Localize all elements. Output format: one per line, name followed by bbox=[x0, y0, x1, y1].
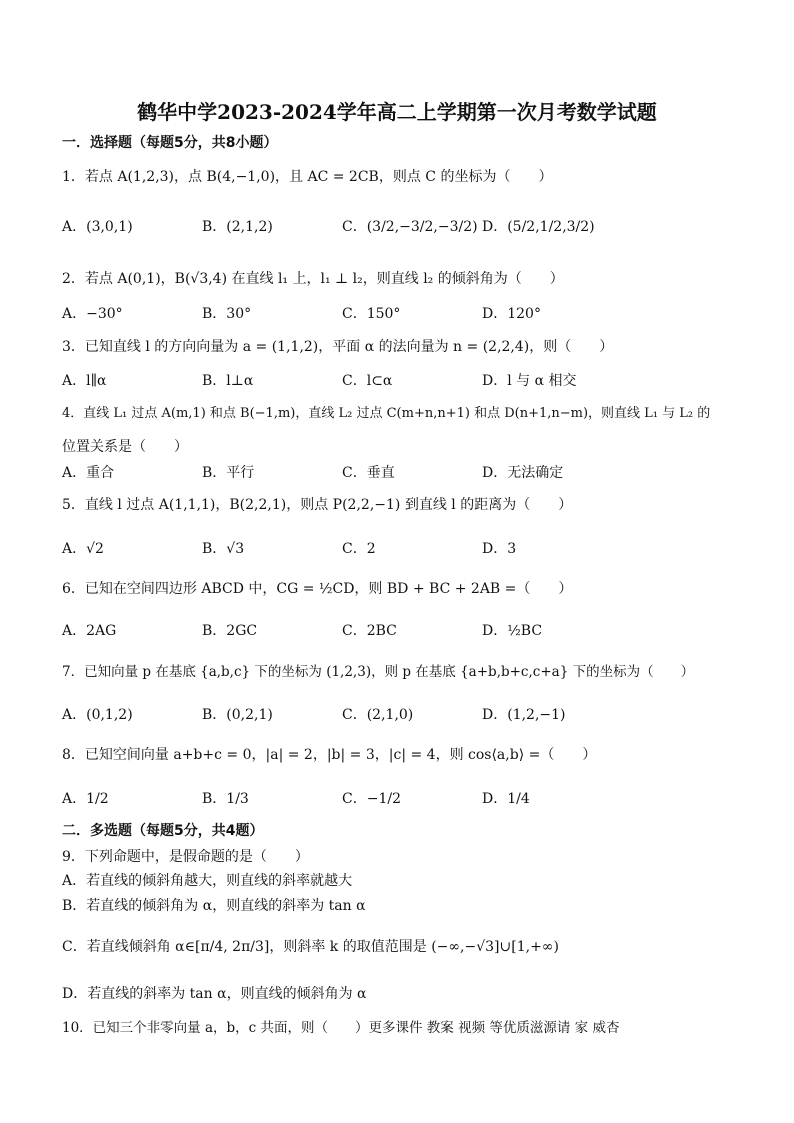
option-c: C．l⊂α bbox=[342, 373, 393, 389]
option-a: A．2AG bbox=[62, 623, 117, 639]
option-b: B．平行 bbox=[202, 465, 255, 481]
option-a: A．1/2 bbox=[62, 791, 109, 807]
option-a: A．(0,1,2) bbox=[62, 707, 133, 723]
question-9-option-b: B．若直线的倾斜角为 α，则直线的斜率为 tan α bbox=[62, 898, 366, 914]
option-c: C．2BC bbox=[342, 623, 397, 639]
question-9-stem: 9．下列命题中，是假命题的是（ ） bbox=[62, 849, 309, 865]
question-10-stem: 10．已知三个非零向量 a，b，c 共面，则（ ）更多课件 教案 视频 等优质滋源请 家 威杏 bbox=[62, 1020, 620, 1036]
question-2-stem: 2．若点 A(0,1)，B(√3,4) 在直线 l₁ 上，l₁ ⊥ l₂，则直线 l₂ 的倾斜角为（ ） bbox=[62, 271, 564, 287]
option-b: B．(2,1,2) bbox=[202, 219, 273, 235]
option-a: A．重合 bbox=[62, 465, 115, 481]
option-b: B．√3 bbox=[202, 541, 245, 557]
option-d: D．120° bbox=[482, 306, 541, 322]
question-9-option-a: A．若直线的倾斜角越大，则直线的斜率就越大 bbox=[62, 873, 353, 889]
option-d: D．无法确定 bbox=[482, 465, 564, 481]
option-d: D．(5/2,1/2,3/2) bbox=[482, 219, 595, 235]
option-c: C．150° bbox=[342, 306, 401, 322]
option-c: C．(2,1,0) bbox=[342, 707, 414, 723]
question-6-stem: 6．已知在空间四边形 ABCD 中，CG = ½CD，则 BD + BC + 2AB =（ ） bbox=[62, 581, 573, 597]
option-c: C．(3/2,−3/2,−3/2) bbox=[342, 219, 478, 235]
option-a: A．√2 bbox=[62, 541, 104, 557]
option-c: C．垂直 bbox=[342, 465, 395, 481]
option-b: B．1/3 bbox=[202, 791, 249, 807]
question-5-stem: 5．直线 l 过点 A(1,1,1)，B(2,2,1)，则点 P(2,2,−1) 到直线 l 的距离为（ ） bbox=[62, 497, 573, 513]
question-4-stem-cont: 位置关系是（ ） bbox=[62, 439, 188, 455]
option-a: A．(3,0,1) bbox=[62, 219, 133, 235]
option-d: D．(1,2,−1) bbox=[482, 707, 566, 723]
option-d: D．1/4 bbox=[482, 791, 530, 807]
option-b: B．l⊥α bbox=[202, 373, 254, 389]
section-heading-multi-choice: 二．多选题（每题5分，共4题） bbox=[62, 823, 264, 839]
question-9-option-d: D．若直线的斜率为 tan α，则直线的倾斜角为 α bbox=[62, 986, 367, 1002]
option-c: C．−1/2 bbox=[342, 791, 401, 807]
option-c: C．2 bbox=[342, 541, 376, 557]
question-9-option-c: C．若直线倾斜角 α∈[π/4, 2π/3]，则斜率 k 的取值范围是 (−∞,−√3]∪[1,+∞) bbox=[62, 939, 559, 955]
option-a: A．−30° bbox=[62, 306, 123, 322]
page-title: 鹤华中学2023-2024学年高二上学期第一次月考数学试题 bbox=[137, 100, 657, 124]
question-4-stem: 4．直线 L₁ 过点 A(m,1) 和点 B(−1,m)，直线 L₂ 过点 C(m+n,n+1) 和点 D(n+1,n−m)，则直线 L₁ 与 L₂ 的 bbox=[62, 406, 711, 421]
option-b: B．2GC bbox=[202, 623, 258, 639]
option-d: D．l 与 α 相交 bbox=[482, 373, 577, 389]
option-b: B．30° bbox=[202, 306, 252, 322]
question-3-stem: 3．已知直线 l 的方向向量为 a = (1,1,2)，平面 α 的法向量为 n = (2,2,4)，则（ ） bbox=[62, 339, 614, 355]
question-7-stem: 7．已知向量 p 在基底 {a,b,c} 下的坐标为 (1,2,3)，则 p 在基底 {a+b,b+c,c+a} 下的坐标为（ ） bbox=[62, 664, 695, 680]
option-d: D．½BC bbox=[482, 623, 543, 639]
option-b: B．(0,2,1) bbox=[202, 707, 273, 723]
question-1-stem: 1．若点 A(1,2,3)，点 B(4,−1,0)，且 AC = 2CB，则点 C 的坐标为（ ） bbox=[62, 169, 553, 185]
option-a: A．l∥α bbox=[62, 373, 107, 389]
option-d: D．3 bbox=[482, 541, 517, 557]
section-heading-single-choice: 一．选择题（每题5分，共8小题） bbox=[62, 135, 278, 151]
question-8-stem: 8．已知空间向量 a+b+c = 0，|a| = 2，|b| = 3，|c| = 4，则 cos⟨a,b⟩ =（ ） bbox=[62, 747, 597, 763]
